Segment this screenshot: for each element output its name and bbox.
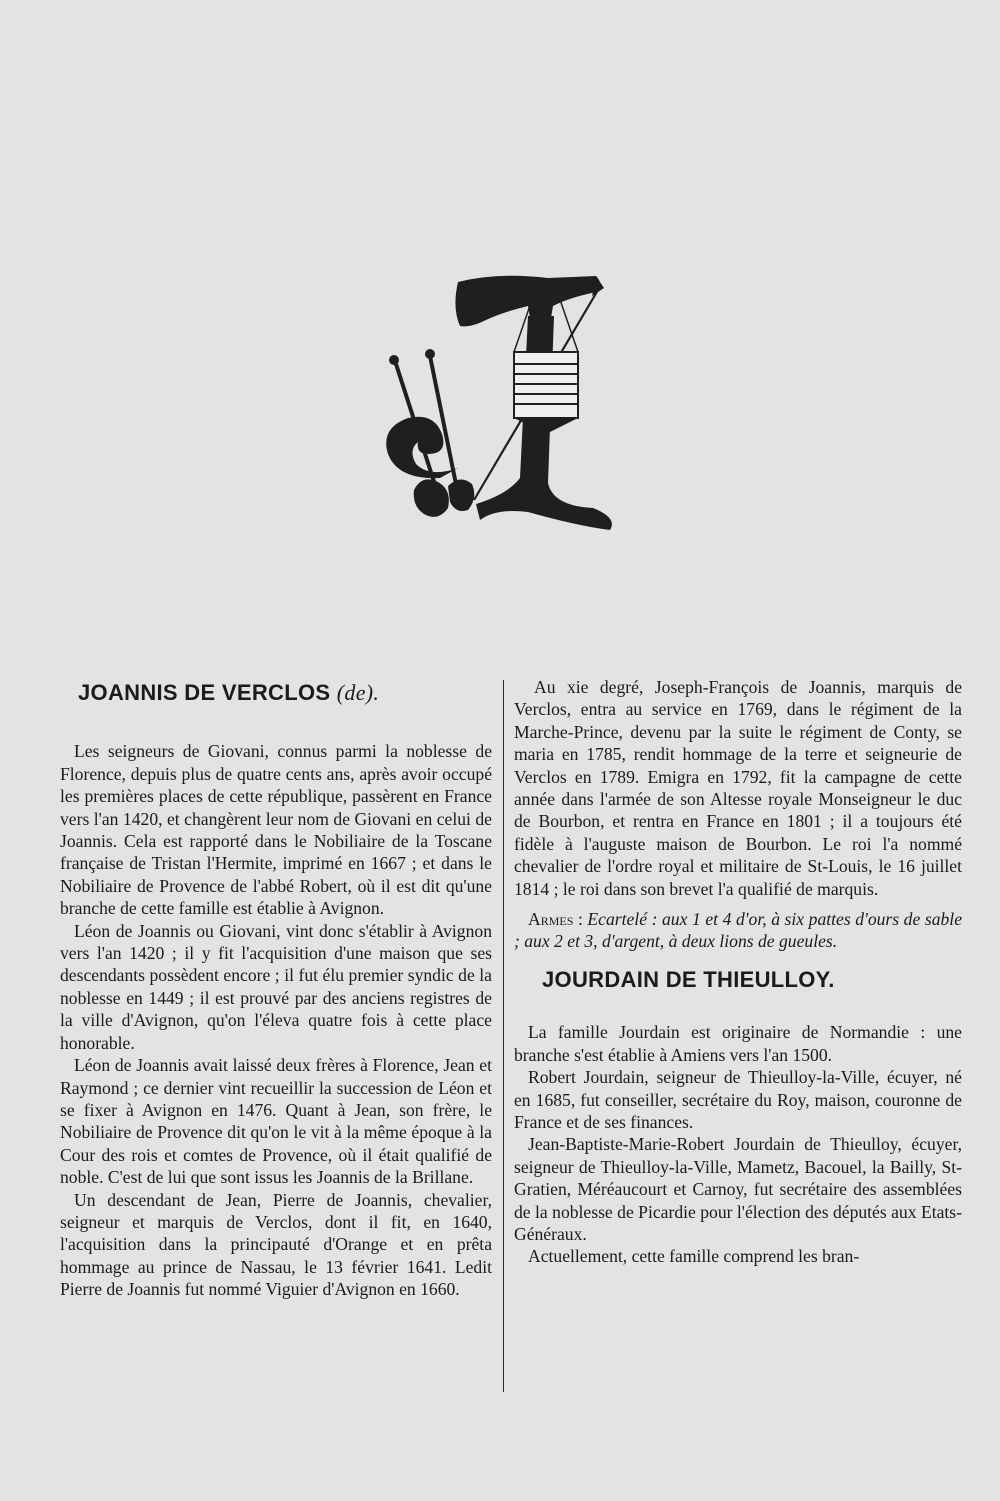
paragraph: Léon de Joannis ou Giovani, vint donc s'établir à Avignon vers l'an 1420 ; il y fit l'acquisition d'une maison que ses descendants possèdent encore ; il fut élu premier syndic de la noblesse en 1449 ; il est prouvé par des anciens registres de la ville d'Avignon, qu'on l'éleva quatre fois à cette place honorable.	[60, 920, 492, 1053]
axe-head	[414, 479, 449, 517]
paragraph: Un descendant de Jean, Pierre de Joannis, chevalier, seigneur et marquis de Verclos, dont il fit, en 1640, l'acquisition dans la principauté d'Orange et en prêta hommage au prince de Nassau, le 13 février 1641. Ledit Pierre de Joannis fut nommé Viguier d'Avignon en 1660.	[60, 1189, 492, 1300]
paragraph: Actuellement, cette famille comprend les bran-	[528, 1246, 860, 1267]
armes-text: Ecartelé : aux 1 et 4 d'or, à six pattes d'ours de sable ; aux 2 et 3, d'argent, à deux lions de gueules.	[514, 909, 962, 952]
axe-head-2	[448, 479, 474, 511]
paragraph: Au xie degré, Joseph-François de Joannis, marquis de Verclos, entra au service en 1769, dans le régiment de la Marche-Prince, devenu par la suite le régiment de Conty, se maria en 1785, rendit hommage de la terre et seigneurie de Verclos en 1789. Emigra en 1792, fit la campagne de cette année dans l'armée de son Altesse royale Monseigneur le duc de Bourbon, et rentra en France en 1801 ; il a toujours été fidèle à l'auguste maison de Bourbon. Le roi l'a nommé chevalier de l'ordre royal et militaire de St-Louis, le 16 juillet 1814 ; le roi dans son brevet l'a qualifié de marquis.	[514, 677, 962, 899]
paragraph: Léon de Joannis avait laissé deux frères à Florence, Jean et Raymond ; ce dernier vint recueillir la succession de Léon et se fixer à Avignon en 1476. Quant à Jean, son frère, le Nobiliaire de Provence dit qu'on le vit à la même époque à la Cour des rois et comtes de Provence, où il était qualifié de noble. C'est de lui que sont issus les Joannis de la Brillane.	[60, 1055, 492, 1188]
right-column	[514, 676, 962, 1268]
armes-label: Armes :	[528, 909, 583, 930]
paragraph: La famille Jourdain est originaire de Normandie : une branche s'est établie à Amiens vers l'an 1500.	[514, 1022, 962, 1065]
entry-heading-jourdain: JOURDAIN DE THIEULLOY.	[542, 966, 835, 992]
left-column	[60, 672, 492, 1301]
armes-paragraph	[514, 908, 962, 953]
initial-top-bar	[455, 276, 600, 327]
column-divider	[503, 680, 504, 1392]
paragraph: Jean-Baptiste-Marie-Robert Jourdain de Thieulloy, écuyer, seigneur de Thieulloy-la-Ville, Mametz, Bacouel, la Bailly, St-Gratien, Méréaucourt et Carnoy, fut secrétaire des assemblées de la noblesse de Picardie pour l'élection des députés aux Etats-Généraux.	[514, 1134, 962, 1244]
paragraph: Les seigneurs de Giovani, connus parmi la noblesse de Florence, depuis plus de quatre cents ans, après avoir occupé les premières places de cette république, passèrent en France vers l'an 1420, et changèrent leur nom de Giovani en celui de Joannis. Cela est rapporté dans le Nobiliaire de la Toscane française de Tristan l'Hermite, imprimé en 1667 ; et dans le Nobiliaire de Provence de l'abbé Robert, où il est dit qu'une branche de cette famille est établie à Avignon.	[60, 741, 492, 919]
entry-heading-joannis: JOANNIS DE VERCLOS (de).	[78, 680, 380, 705]
paragraph: Robert Jourdain, seigneur de Thieulloy-la-Ville, écuyer, né en 1685, fut conseiller, secrétaire du Roy, maison, couronne de France et de ses finances.	[514, 1067, 962, 1132]
ornamental-initial-i	[378, 268, 628, 543]
